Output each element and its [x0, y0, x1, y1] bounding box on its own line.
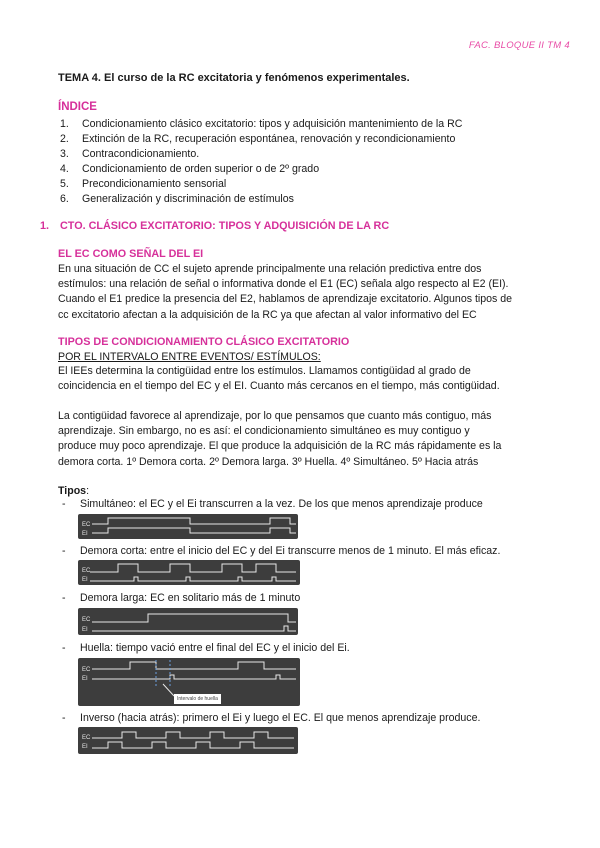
tipo-inverso: - Inverso (hacia atrás): primero el Ei y luego el EC. El que menos aprendizaje produce. — [62, 712, 481, 724]
tipo-demora-larga: - Demora larga: EC en solitario más de 1 minuto — [62, 592, 301, 604]
diagram-label-ei: EI — [82, 744, 88, 750]
trace-ei — [92, 528, 296, 533]
trace-ec — [92, 732, 294, 738]
diagram-simultaneo — [78, 514, 298, 539]
diagram-label-ei: EI — [82, 577, 88, 583]
trace-ei — [90, 577, 296, 581]
header-note: FAC. BLOQUE II TM 4 — [468, 40, 570, 51]
interval-subheading: POR EL INTERVALO ENTRE EVENTOS/ ESTÍMULOS: — [58, 351, 321, 363]
diagram-label-ei: EI — [82, 627, 88, 633]
ec-signal-paragraph: En una situación de CC el sujeto aprende principalmente una relación predictiva entre dos estímulos: una relación de señal o informativa donde el E1 (EC) señala algo respecto al E2 (EI). Cuando el E1 predice la presencia del E2, hablamos de aprendizaje excitatorio. Algunos tipos de cc excitatorio afectan a la adquisición de la RC ya que afectan al valor informativo del EC — [58, 263, 513, 321]
diagram-label-ec: EC — [82, 617, 91, 623]
tipo-huella: - Huella: tiempo vació entre el final del EC y el inicio del Ei. — [62, 642, 350, 654]
diagram-demora-corta — [78, 560, 300, 585]
index-list — [58, 117, 462, 207]
tipos-heading: Tipos: — [58, 485, 90, 497]
trace-ei — [92, 675, 296, 679]
index-item: 5. Precondicionamiento sensorial — [60, 178, 227, 190]
trace-ec — [90, 564, 296, 572]
trace-ec — [92, 614, 296, 622]
trace-ei — [92, 626, 296, 631]
learning-paragraph: La contigüidad favorece al aprendizaje, por lo que pensamos que cuanto más contiguo, más aprendizaje. Sin embargo, no es así: el condicionamiento simultáneo es muy contiguo y produce muy poco aprendizaje. El que produce la adquisición de la RC más rápidamente es la demora corta. 1º Demora corta. 2º Demora larga. 3º Huella. 4º Simultáneo. 5º Hacia atrás — [58, 410, 502, 468]
caption-arrow — [163, 684, 174, 696]
diagram-label-ei: EI — [82, 676, 88, 682]
index-item: 4. Condicionamiento de orden superior o de 2º grado — [60, 163, 320, 175]
document-title: TEMA 4. El curso de la RC excitatoria y fenómenos experimentales. — [58, 72, 410, 84]
types-heading: TIPOS DE CONDICIONAMIENTO CLÁSICO EXCITATORIO — [58, 336, 350, 348]
index-item: 1. Condicionamiento clásico excitatorio: tipos y adquisición mantenimiento de la RC — [60, 118, 463, 130]
diagram-label-ec: EC — [82, 735, 91, 741]
tipo-demora-corta: - Demora corta: entre el inicio del EC y del Ei transcurre menos de 1 minuto. El más eficaz. — [62, 545, 501, 557]
trace-ec — [92, 662, 296, 669]
index-item: 6. Generalización y discriminación de estímulos — [60, 193, 294, 205]
index-item: 3. Contracondicionamiento. — [60, 148, 200, 160]
diagram-label-ei: EI — [82, 531, 88, 537]
index-item: 2. Extinción de la RC, recuperación espontánea, renovación y recondicionamiento — [60, 133, 456, 145]
diagram-inverso — [78, 727, 298, 754]
diagram-demora-larga — [78, 608, 298, 635]
tipo-simultaneo: - Simultáneo: el EC y el Ei transcurren a la vez. De los que menos aprendizaje produce — [62, 498, 483, 510]
index-heading: ÍNDICE — [58, 101, 97, 113]
contiguity-paragraph: El IEEs determina la contigüidad entre los estímulos. Llamamos contigüidad al grado de coincidencia en el tiempo del EC y el EI. Cuanto más cercanos en el tiempo, más contigüidad. — [58, 365, 500, 393]
diagram-label-ec: EC — [82, 522, 91, 528]
ec-signal-heading: EL EC COMO SEÑAL DEL EI — [58, 248, 204, 260]
diagram-label-ec: EC — [82, 667, 91, 673]
diagram-label-ec: EC — [82, 568, 91, 574]
diagram-huella — [78, 658, 300, 706]
trace-ei — [92, 742, 294, 748]
section-1-heading: 1. CTO. CLÁSICO EXCITATORIO: TIPOS Y ADQUISICIÓN DE LA RC — [40, 220, 390, 232]
trace-interval-caption: Intervalo de huella — [174, 694, 221, 704]
trace-ec — [92, 518, 296, 524]
